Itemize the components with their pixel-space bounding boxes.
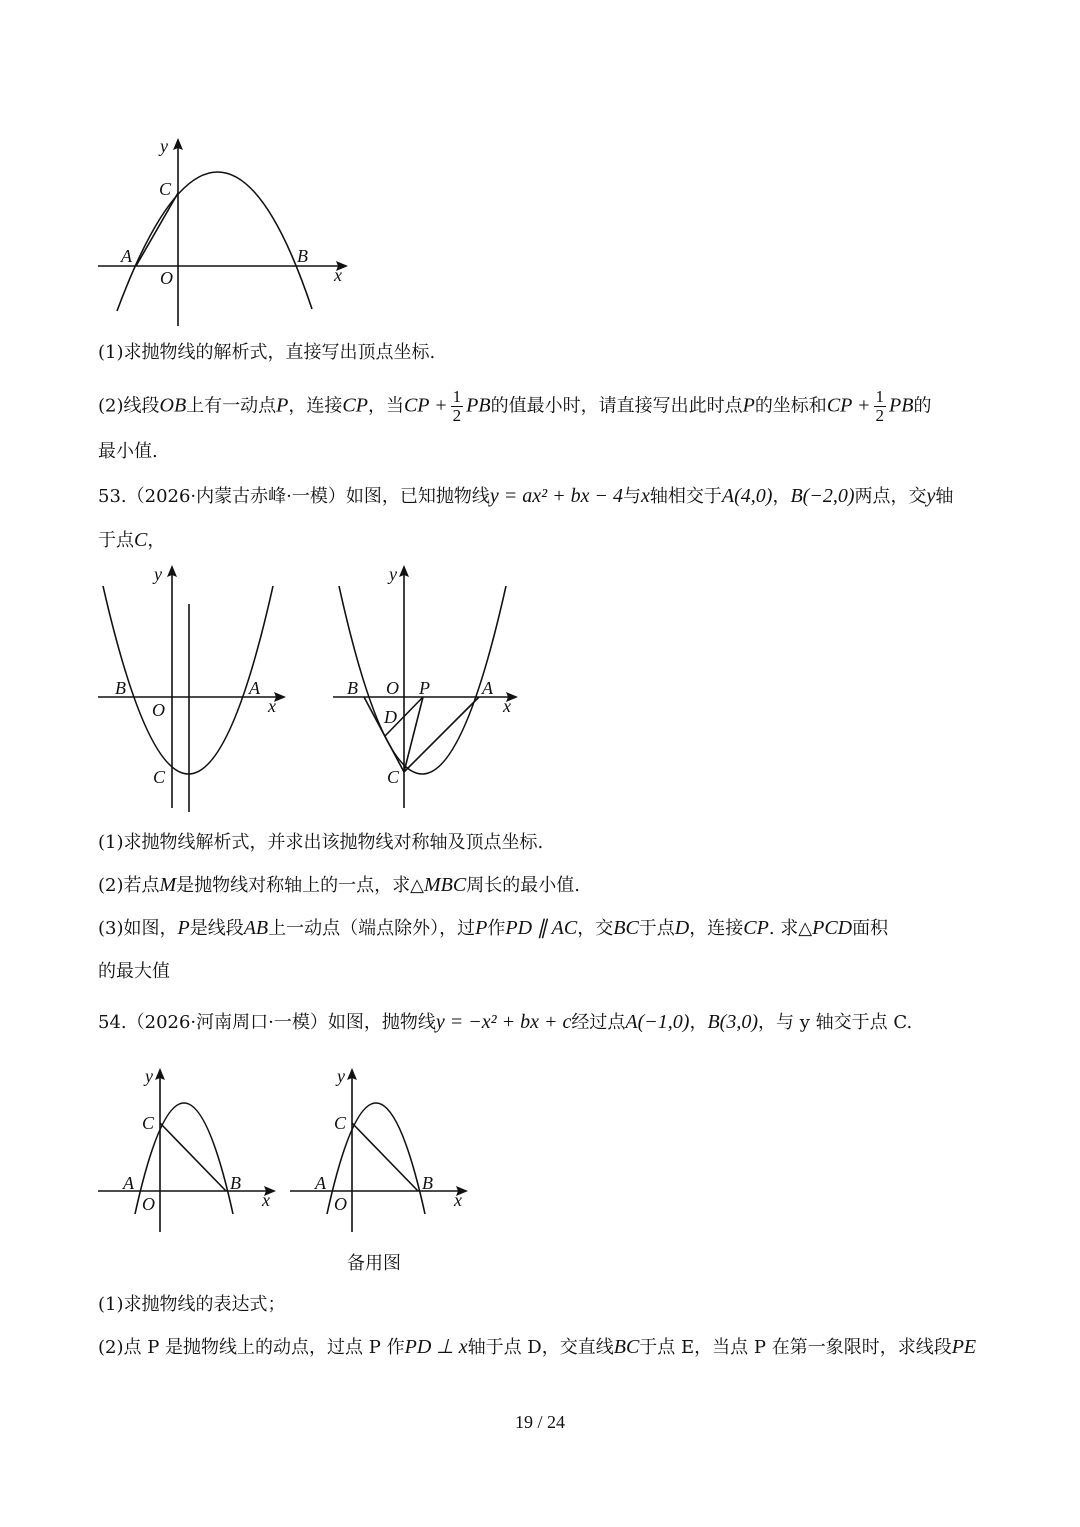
label-o: O (152, 700, 165, 720)
q53-y: y (926, 485, 936, 507)
label-x: x (503, 696, 511, 716)
label-a: A (123, 1173, 134, 1193)
q52-part2-text-b: 上有一动点 (186, 395, 277, 417)
label-p: P (419, 678, 430, 698)
math-pcd: PCD (812, 917, 853, 939)
label-x: x (334, 265, 342, 285)
math-pd-perp-x: PD ⊥ x (404, 1336, 468, 1358)
math-mbc: MBC (424, 874, 467, 896)
math-p2: P (475, 917, 488, 939)
q52-part2-text-f: 的坐标和 (754, 395, 827, 417)
math-p: P (177, 917, 190, 939)
math-p2: P (742, 394, 755, 417)
q53-heading-continued: 于点C， (98, 529, 166, 551)
figure-caption-backup: 备用图 (347, 1253, 401, 1274)
label-x: x (454, 1190, 462, 1210)
q53-point-b: B(−2,0) (790, 485, 855, 507)
label-a: A (482, 678, 493, 698)
label-c: C (334, 1113, 347, 1133)
label-b: B (115, 678, 126, 698)
label-y: y (337, 1066, 345, 1086)
q53-point-a: A(4,0) (721, 485, 773, 507)
math-pb: PB (466, 394, 491, 417)
q53-text-d: 轴 (935, 486, 954, 507)
fraction-half: $\frac{1}{2}$ (452, 387, 462, 425)
math-bc: BC (613, 917, 639, 939)
label-b: B (297, 246, 308, 266)
q52-part2-text-e: 的值最小时，请直接写出此时点 (490, 395, 743, 417)
math-pd-parallel-ac: PD ∥ AC (505, 917, 578, 939)
label-c: C (153, 767, 166, 787)
label-y: y (389, 564, 397, 584)
label-c: C (142, 1113, 155, 1133)
q53-part2: (2)若点M是抛物线对称轴上的一点，求△MBC周长的最小值. (98, 874, 580, 896)
q54-part1: (1)求抛物线的表达式； (98, 1294, 286, 1315)
q53-text-a: 与 (623, 486, 642, 507)
q53-point-c: C (134, 529, 148, 551)
label-y: y (160, 136, 168, 156)
label-d: D (384, 707, 397, 727)
math-m: M (159, 874, 177, 896)
math-cp: CP (743, 917, 769, 939)
math-cp-plus: CP + (403, 394, 448, 417)
label-x: x (262, 1190, 270, 1210)
page-number: 19 / 24 (514, 1412, 565, 1432)
math-cp: CP (342, 394, 368, 417)
q54-part2: (2)点 P 是抛物线上的动点，过点 P 作PD ⊥ x轴于点 D，交直线BC于点 E，当点 P 在第一象限时，求线段PE (98, 1336, 977, 1358)
q53-text-c: 两点，交 (854, 486, 927, 507)
label-b: B (422, 1173, 433, 1193)
label-a: A (315, 1173, 326, 1193)
math-cp-plus-2: CP + (826, 394, 871, 417)
q52-part2-text-d: ，当 (367, 395, 404, 417)
label-b: B (230, 1173, 241, 1193)
q53-sep: ， (772, 486, 791, 507)
label-o: O (386, 678, 399, 698)
q52-part2-text-c: ，连接 (288, 395, 343, 417)
math-ab: AB (243, 917, 269, 939)
math-p: P (276, 394, 289, 417)
label-o: O (334, 1194, 347, 1214)
label-o: O (160, 268, 173, 288)
q53-equation: y = ax² + bx − 4 (489, 485, 624, 507)
q52-part2-text-a: (2)线段 (98, 395, 160, 417)
q54-point-a: A(−1,0) (625, 1011, 690, 1033)
q52-part1: (1)求抛物线的解析式，直接写出顶点坐标. (98, 342, 436, 363)
q52-part2-continued: 最小值. (98, 441, 158, 462)
q53-number-source: 53.（2026·内蒙古赤峰·一模）如图，已知抛物线 (98, 486, 490, 507)
q53-x: x (641, 485, 650, 507)
label-o: O (142, 1194, 155, 1214)
label-a: A (121, 246, 132, 266)
label-y: y (154, 564, 162, 584)
label-y: y (145, 1066, 153, 1086)
q54-equation: y = −x² + bx + c (435, 1011, 572, 1033)
segment-cb (352, 1123, 418, 1191)
label-x: x (268, 696, 276, 716)
fraction-half-2: $\frac{1}{2}$ (875, 387, 885, 425)
q53-part3: (3)如图，P是线段AB上一动点（端点除外），过P作PD ∥ AC，交BC于点D，连接CP. 求△PCD面积 (98, 917, 889, 939)
q53-text-b: 轴相交于 (649, 486, 722, 507)
math-d: D (674, 917, 690, 939)
math-bc: BC (613, 1336, 640, 1358)
label-c: C (159, 179, 172, 199)
math-pe: PE (951, 1336, 977, 1358)
label-b: B (347, 678, 358, 698)
math-ob: OB (159, 394, 187, 417)
label-c: C (387, 767, 400, 787)
math-pb-2: PB (889, 394, 914, 417)
q54-point-b: B(3,0) (707, 1011, 758, 1033)
q52-part2-text-g: 的 (913, 395, 932, 417)
q53-part3-continued: 的最大值 (98, 961, 170, 982)
label-a: A (249, 678, 260, 698)
q53-part1: (1)求抛物线解析式，并求出该抛物线对称轴及顶点坐标. (98, 832, 544, 853)
q54-heading: 54.（2026·河南周口·一模）如图，抛物线y = −x² + bx + c经过点A(−1,0)，B(3,0)，与 y 轴交于点 C. (98, 1011, 913, 1033)
